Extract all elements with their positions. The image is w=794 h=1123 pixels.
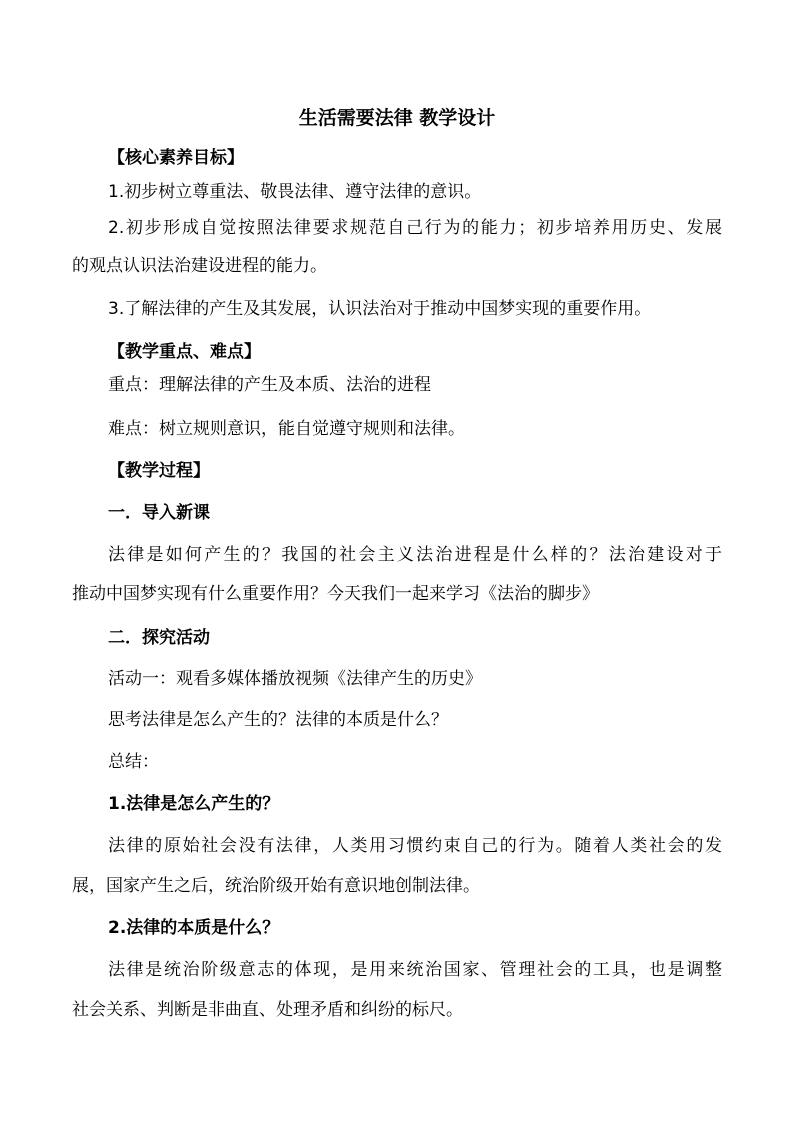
goal-item-2-line-2: 的观点认识法治建设进程的能力。 — [72, 256, 327, 276]
keypoint-text: 重点：理解法律的产生及本质、法治的进程 — [108, 375, 431, 395]
answer-2-line-1: 法律是统治阶级意志的体现，是用来统治国家、管理社会的工具，也是调整 — [108, 960, 722, 980]
question-2-heading: 2.法律的本质是什么？ — [108, 918, 280, 938]
part-1-text-line-2: 推动中国梦实现有什么重要作用？今天我们一起来学习《法治的脚步》 — [72, 584, 599, 604]
question-1-heading: 1.法律是怎么产生的？ — [108, 794, 280, 814]
think-question: 思考法律是怎么产生的？法律的本质是什么？ — [108, 710, 448, 730]
part-1-heading: 一．导入新课 — [108, 503, 210, 523]
page-title: 生活需要法律 教学设计 — [298, 107, 496, 129]
summary-label: 总结： — [108, 752, 159, 772]
goal-item-1: 1.初步树立尊重法、敬畏法律、遵守法律的意识。 — [108, 182, 482, 202]
section-heading-keypoints: 【教学重点、难点】 — [108, 342, 261, 362]
part-1-text-line-1: 法律是如何产生的？我国的社会主义法治进程是什么样的？法治建设对于 — [108, 545, 722, 565]
answer-2-line-2: 社会关系、判断是非曲直、处理矛盾和纠纷的标尺。 — [72, 1000, 463, 1020]
difficulty-text: 难点：树立规则意识，能自觉遵守规则和法律。 — [108, 419, 465, 439]
activity-1-text: 活动一：观看多媒体播放视频《法律产生的历史》 — [108, 669, 482, 689]
section-heading-goals: 【核心素养目标】 — [108, 148, 244, 168]
answer-1-line-2: 展，国家产生之后，统治阶级开始有意识地创制法律。 — [72, 876, 480, 896]
goal-item-3: 3.了解法律的产生及其发展，认识法治对于推动中国梦实现的重要作用。 — [108, 299, 652, 319]
goal-item-2-line-1: 2.初步形成自觉按照法律要求规范自己行为的能力；初步培养用历史、发展 — [108, 218, 722, 238]
answer-1-line-1: 法律的原始社会没有法律，人类用习惯约束自己的行为。随着人类社会的发 — [108, 836, 722, 856]
part-2-heading: 二．探究活动 — [108, 628, 210, 648]
section-heading-process: 【教学过程】 — [108, 461, 210, 481]
